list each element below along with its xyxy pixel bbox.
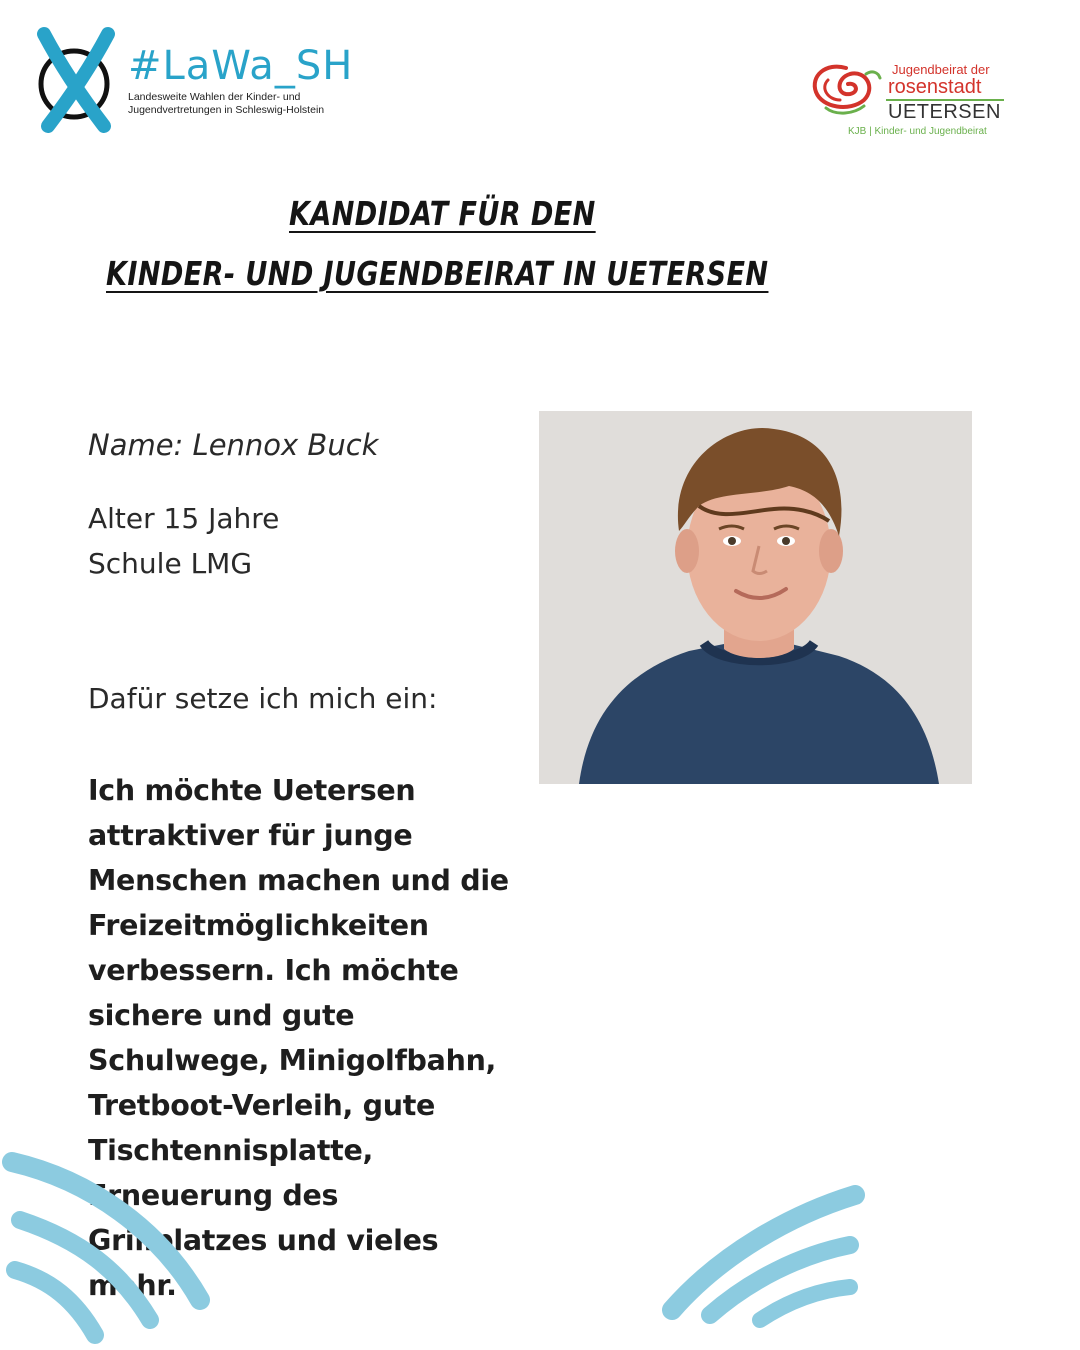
lawa-sh-logo	[36, 26, 366, 136]
jugendbeirat-line3: UETERSEN	[888, 101, 1001, 123]
portrait-illustration	[539, 411, 972, 784]
candidate-age: Alter 15 Jahre	[88, 502, 280, 535]
candidate-statement: Ich möchte Uetersen attraktiver für junge Menschen machen und die Freizeitmöglichkeiten verbessern. Ich möchte sichere und gute Schulwege, Minigolfbahn, Tretboot-Verleih, gute Tischtennisplatte, Erneuerung des Grillplatzes und vieles mehr.	[88, 774, 509, 1302]
rose-icon	[806, 60, 884, 116]
jugendbeirat-line2: rosenstadt	[888, 76, 982, 98]
lawa-subtitle-line2: Jugendvertretungen in Schleswig-Holstein	[128, 104, 325, 116]
commitment-label: Dafür setze ich mich ein:	[88, 682, 438, 715]
lawa-title: #LaWa_SH	[128, 43, 354, 89]
decorative-strokes-left	[0, 1150, 230, 1350]
heading-line2: KINDER- UND JUGENDBEIRAT IN UETERSEN	[106, 254, 769, 293]
jugendbeirat-logo	[806, 58, 1016, 148]
candidate-school: Schule LMG	[88, 547, 253, 580]
lawa-subtitle-line1: Landesweite Wahlen der Kinder- und	[128, 91, 301, 103]
heading-line1: KANDIDAT FÜR DEN	[289, 194, 596, 233]
jugendbeirat-line1: Jugendbeirat der	[892, 62, 990, 77]
decorative-strokes-right	[650, 1175, 880, 1335]
candidate-name: Name: Lennox Buck	[88, 428, 379, 462]
jugendbeirat-line4: KJB | Kinder- und Jugendbeirat	[848, 126, 987, 137]
candidate-photo	[539, 411, 972, 784]
ballot-x-icon	[36, 26, 126, 134]
